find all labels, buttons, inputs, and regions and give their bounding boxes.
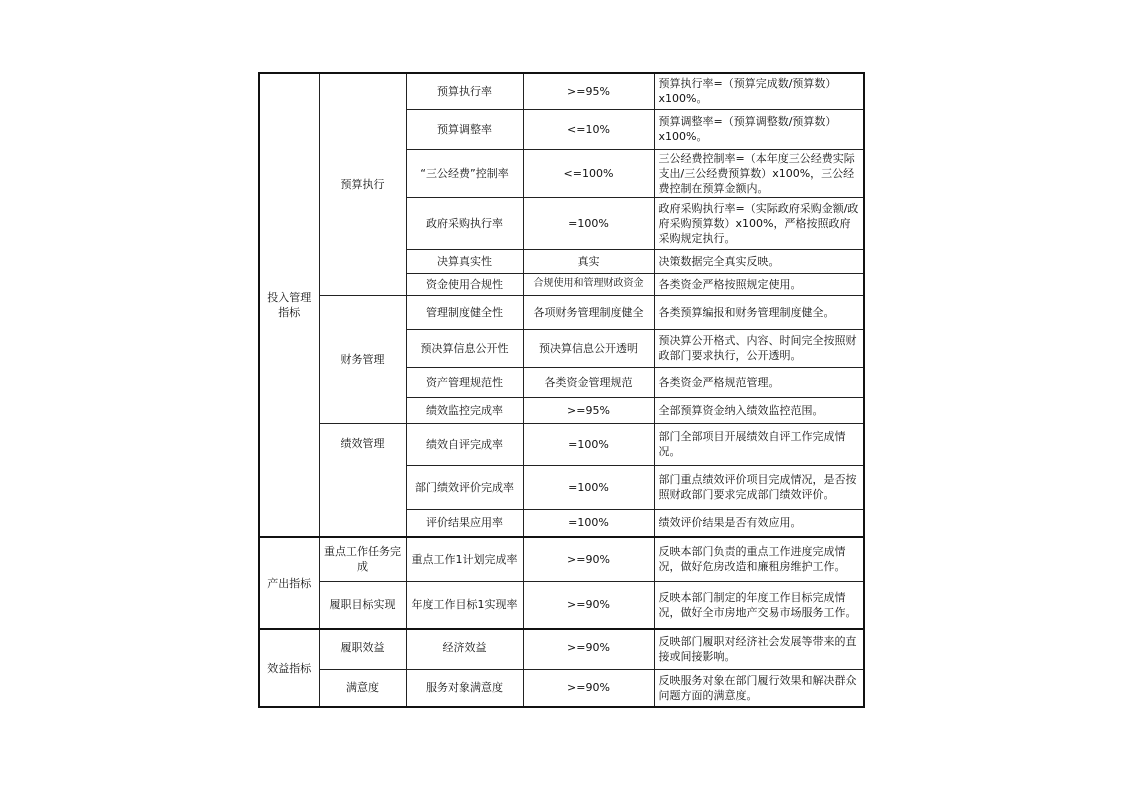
- indicator-target: <=10%: [523, 109, 654, 149]
- level2-cell: 财务管理: [319, 295, 406, 423]
- table-row: [259, 295, 864, 329]
- indicator-target: >=90%: [523, 537, 654, 581]
- indicator-target: 各类资金管理规范: [523, 367, 654, 397]
- indicator-desc: 各类预算编报和财务管理制度健全。: [654, 295, 864, 329]
- level2-cell: 重点工作任务完成: [319, 537, 406, 581]
- indicator-name: 绩效自评完成率: [406, 423, 523, 465]
- indicator-name: 服务对象满意度: [406, 669, 523, 707]
- indicator-target: >=90%: [523, 581, 654, 629]
- indicator-desc: 绩效评价结果是否有效应用。: [654, 509, 864, 537]
- indicator-desc: 反映本部门制定的年度工作目标完成情况，做好全市房地产交易市场服务工作。: [654, 581, 864, 629]
- indicator-desc: 反映部门履职对经济社会发展等带来的直接或间接影响。: [654, 629, 864, 669]
- indicator-target: =100%: [523, 465, 654, 509]
- indicator-target: =100%: [523, 423, 654, 465]
- indicator-target: >=90%: [523, 669, 654, 707]
- indicator-table: [258, 72, 865, 708]
- indicator-name: 决算真实性: [406, 249, 523, 273]
- indicator-name: 政府采购执行率: [406, 197, 523, 249]
- level2-cell: 满意度: [319, 669, 406, 707]
- indicator-desc: 预算调整率=（预算调整数/预算数）x100%。: [654, 109, 864, 149]
- indicator-name: 重点工作1计划完成率: [406, 537, 523, 581]
- indicator-name: 部门绩效评价完成率: [406, 465, 523, 509]
- indicator-target: 预决算信息公开透明: [523, 329, 654, 367]
- table-row: [259, 629, 864, 669]
- table-row: [259, 669, 864, 707]
- indicator-target: =100%: [523, 197, 654, 249]
- level2-cell: 绩效管理: [319, 423, 406, 537]
- indicator-desc: 部门全部项目开展绩效自评工作完成情况。: [654, 423, 864, 465]
- indicator-target: >=95%: [523, 397, 654, 423]
- indicator-name: 资产管理规范性: [406, 367, 523, 397]
- indicator-target: <=100%: [523, 149, 654, 197]
- indicator-target: >=90%: [523, 629, 654, 669]
- indicator-name: 预算执行率: [406, 73, 523, 109]
- indicator-target: =100%: [523, 509, 654, 537]
- indicator-desc: 决策数据完全真实反映。: [654, 249, 864, 273]
- indicator-desc: 各类资金严格规范管理。: [654, 367, 864, 397]
- indicator-desc: 三公经费控制率=（本年度三公经费实际支出/三公经费预算数）x100%，三公经费控制在预算金额内。: [654, 149, 864, 197]
- level1-cell: 效益指标: [259, 629, 319, 707]
- indicator-target: >=95%: [523, 73, 654, 109]
- indicator-name: “三公经费”控制率: [406, 149, 523, 197]
- indicator-target: 各项财务管理制度健全: [523, 295, 654, 329]
- indicator-name: 管理制度健全性: [406, 295, 523, 329]
- level1-cell: 产出指标: [259, 537, 319, 629]
- indicator-name: 绩效监控完成率: [406, 397, 523, 423]
- table-row: [259, 581, 864, 629]
- indicator-desc: 预算执行率=（预算完成数/预算数）x100%。: [654, 73, 864, 109]
- indicator-desc: 政府采购执行率=（实际政府采购金额/政府采购预算数）x100%，严格按照政府采购规定执行。: [654, 197, 864, 249]
- indicator-desc: 反映服务对象在部门履行效果和解决群众问题方面的满意度。: [654, 669, 864, 707]
- indicator-desc: 反映本部门负责的重点工作进度完成情况，做好危房改造和廉租房维护工作。: [654, 537, 864, 581]
- indicator-target: 真实: [523, 249, 654, 273]
- indicator-desc: 各类资金严格按照规定使用。: [654, 273, 864, 295]
- indicator-name: 预算调整率: [406, 109, 523, 149]
- indicator-desc: 全部预算资金纳入绩效监控范围。: [654, 397, 864, 423]
- table-row: [259, 423, 864, 465]
- indicator-name: 资金使用合规性: [406, 273, 523, 295]
- level1-cell: 投入管理指标: [259, 73, 319, 537]
- indicator-name: 预决算信息公开性: [406, 329, 523, 367]
- level2-cell: 履职目标实现: [319, 581, 406, 629]
- indicator-name: 经济效益: [406, 629, 523, 669]
- indicator-name: 评价结果应用率: [406, 509, 523, 537]
- indicator-desc: 部门重点绩效评价项目完成情况，是否按照财政部门要求完成部门绩效评价。: [654, 465, 864, 509]
- level2-cell: 履职效益: [319, 629, 406, 669]
- indicator-desc: 预决算公开格式、内容、时间完全按照财政部门要求执行，公开透明。: [654, 329, 864, 367]
- table-row: [259, 73, 864, 109]
- indicator-target: 合规使用和管理财政资金: [523, 273, 654, 295]
- level2-cell: 预算执行: [319, 73, 406, 295]
- table-row: [259, 537, 864, 581]
- indicator-name: 年度工作目标1实现率: [406, 581, 523, 629]
